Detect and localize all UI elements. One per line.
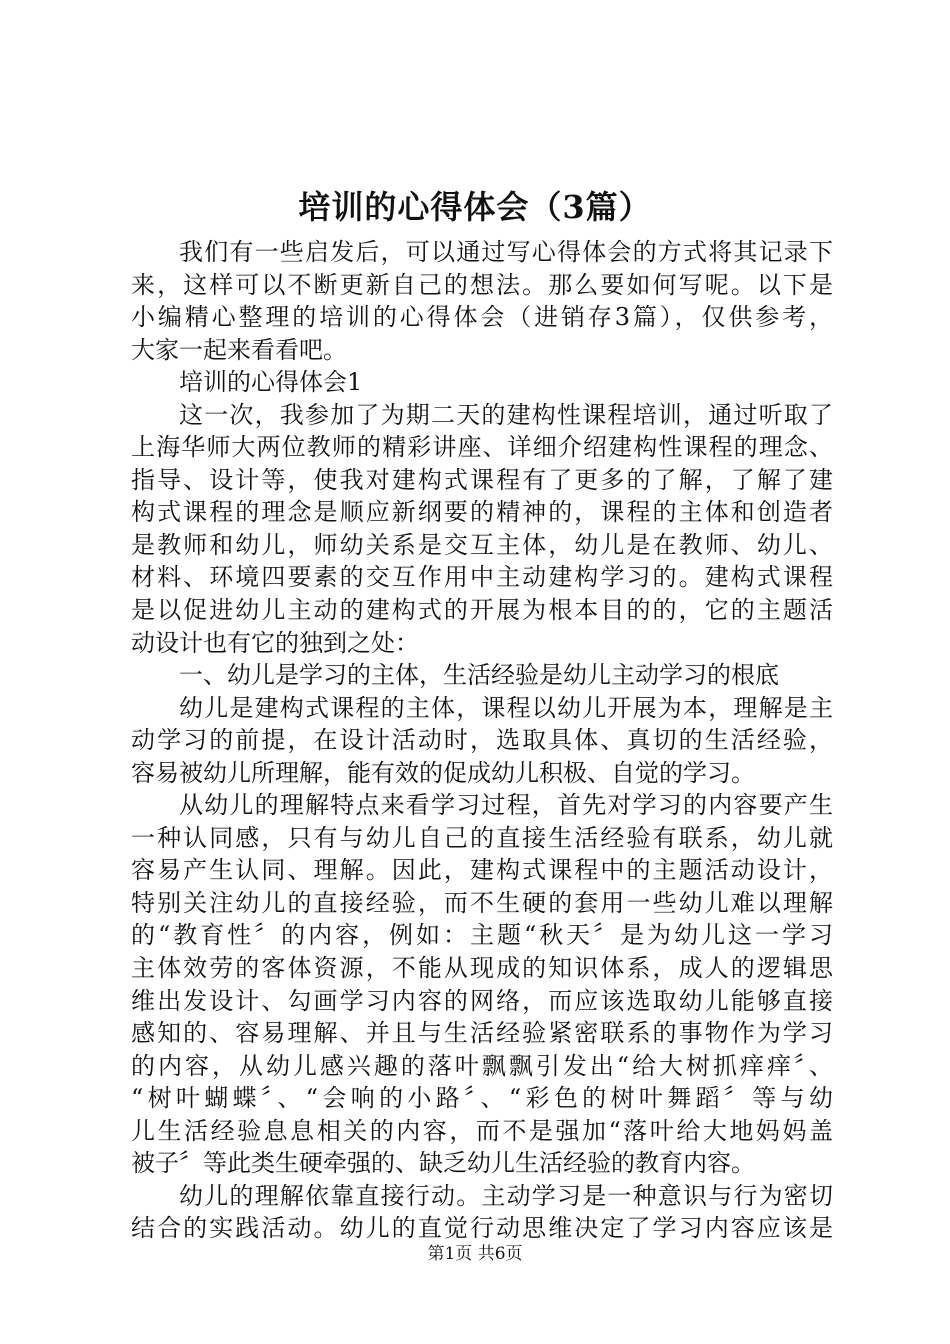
document-title: 培训的心得体会（3篇） xyxy=(298,188,652,226)
text-line: 动设计也有它的独到之处： xyxy=(131,628,419,657)
text-line: 的内容，从幼儿感兴趣的落叶飘飘引发出“给大树抓痒痒〞、 xyxy=(131,1051,833,1080)
text-line: 从幼儿的理解特点来看学习过程，首先对学习的内容要产生 xyxy=(179,791,833,820)
text-line: 幼儿是建构式课程的主体，课程以幼儿开展为本，理解是主 xyxy=(179,693,833,722)
text-line: 是教师和幼儿，师幼关系是交互主体，幼儿是在教师、幼儿、 xyxy=(131,530,833,559)
text-line: 容易被幼儿所理解，能有效的促成幼儿积极、自觉的学习。 xyxy=(131,758,755,787)
text-line: 大家一起来看看吧。 xyxy=(131,335,347,364)
text-line: 维出发设计、勾画学习内容的网络，而应该选取幼儿能够直接 xyxy=(131,986,833,1015)
page-footer: 第1页 共6页 xyxy=(427,1244,523,1264)
text-line: 主体效劳的客体资源，不能从现成的知识体系，成人的逻辑思 xyxy=(131,954,833,983)
text-line: 的“教育性〞的内容，例如：主题“秋天〞是为幼儿这一学习 xyxy=(131,921,833,950)
text-line: 构式课程的理念是顺应新纲要的精神的，课程的主体和创造者 xyxy=(131,498,833,527)
text-line: 是以促进幼儿主动的建构式的开展为根本目的的，它的主题活 xyxy=(131,596,833,625)
text-line: “树叶蝴蝶〞、“会响的小路〞、“彩色的树叶舞蹈〞等与幼 xyxy=(131,1084,833,1113)
text-line: 培训的心得体会1 xyxy=(179,368,363,397)
text-line: 被子〞等此类生硬牵强的、缺乏幼儿生活经验的教育内容。 xyxy=(131,1149,755,1178)
text-line: 我们有一些启发后，可以通过写心得体会的方式将其记录下 xyxy=(179,238,833,266)
text-line: 一、幼儿是学习的主体，生活经验是幼儿主动学习的根底 xyxy=(179,661,779,690)
text-line: 这一次，我参加了为期二天的建构性课程培训，通过听取了 xyxy=(179,400,833,429)
text-line: 感知的、容易理解、并且与生活经验紧密联系的事物作为学习 xyxy=(131,1019,833,1048)
text-line: 幼儿的理解依靠直接行动。主动学习是一种意识与行为密切 xyxy=(179,1181,833,1210)
text-line: 容易产生认同、理解。因此，建构式课程中的主题活动设计， xyxy=(131,856,833,885)
text-line: 特别关注幼儿的直接经验，而不生硬的套用一些幼儿难以理解 xyxy=(131,888,833,917)
text-line: 材料、环境四要素的交互作用中主动建构学习的。建构式课程 xyxy=(131,563,833,592)
text-line: 来，这样可以不断更新自己的想法。那么要如何写呢。以下是 xyxy=(131,270,833,299)
text-line: 小编精心整理的培训的心得体会（进销存3篇），仅供参考， xyxy=(131,303,833,332)
text-line: 一种认同感，只有与幼儿自己的直接生活经验有联系，幼儿就 xyxy=(131,823,833,852)
text-line: 动学习的前提，在设计活动时，选取具体、真切的生活经验， xyxy=(131,726,833,755)
text-line: 儿生活经验息息相关的内容，而不是强加“落叶给大地妈妈盖 xyxy=(131,1116,833,1145)
document-body xyxy=(131,236,833,1245)
text-line: 指导、设计等，使我对建构式课程有了更多的了解，了解了建 xyxy=(131,465,833,494)
text-line: 结合的实践活动。幼儿的直觉行动思维决定了学习内容应该是 xyxy=(131,1214,833,1243)
text-line: 上海华师大两位教师的精彩讲座、详细介绍建构性课程的理念、 xyxy=(131,433,833,462)
